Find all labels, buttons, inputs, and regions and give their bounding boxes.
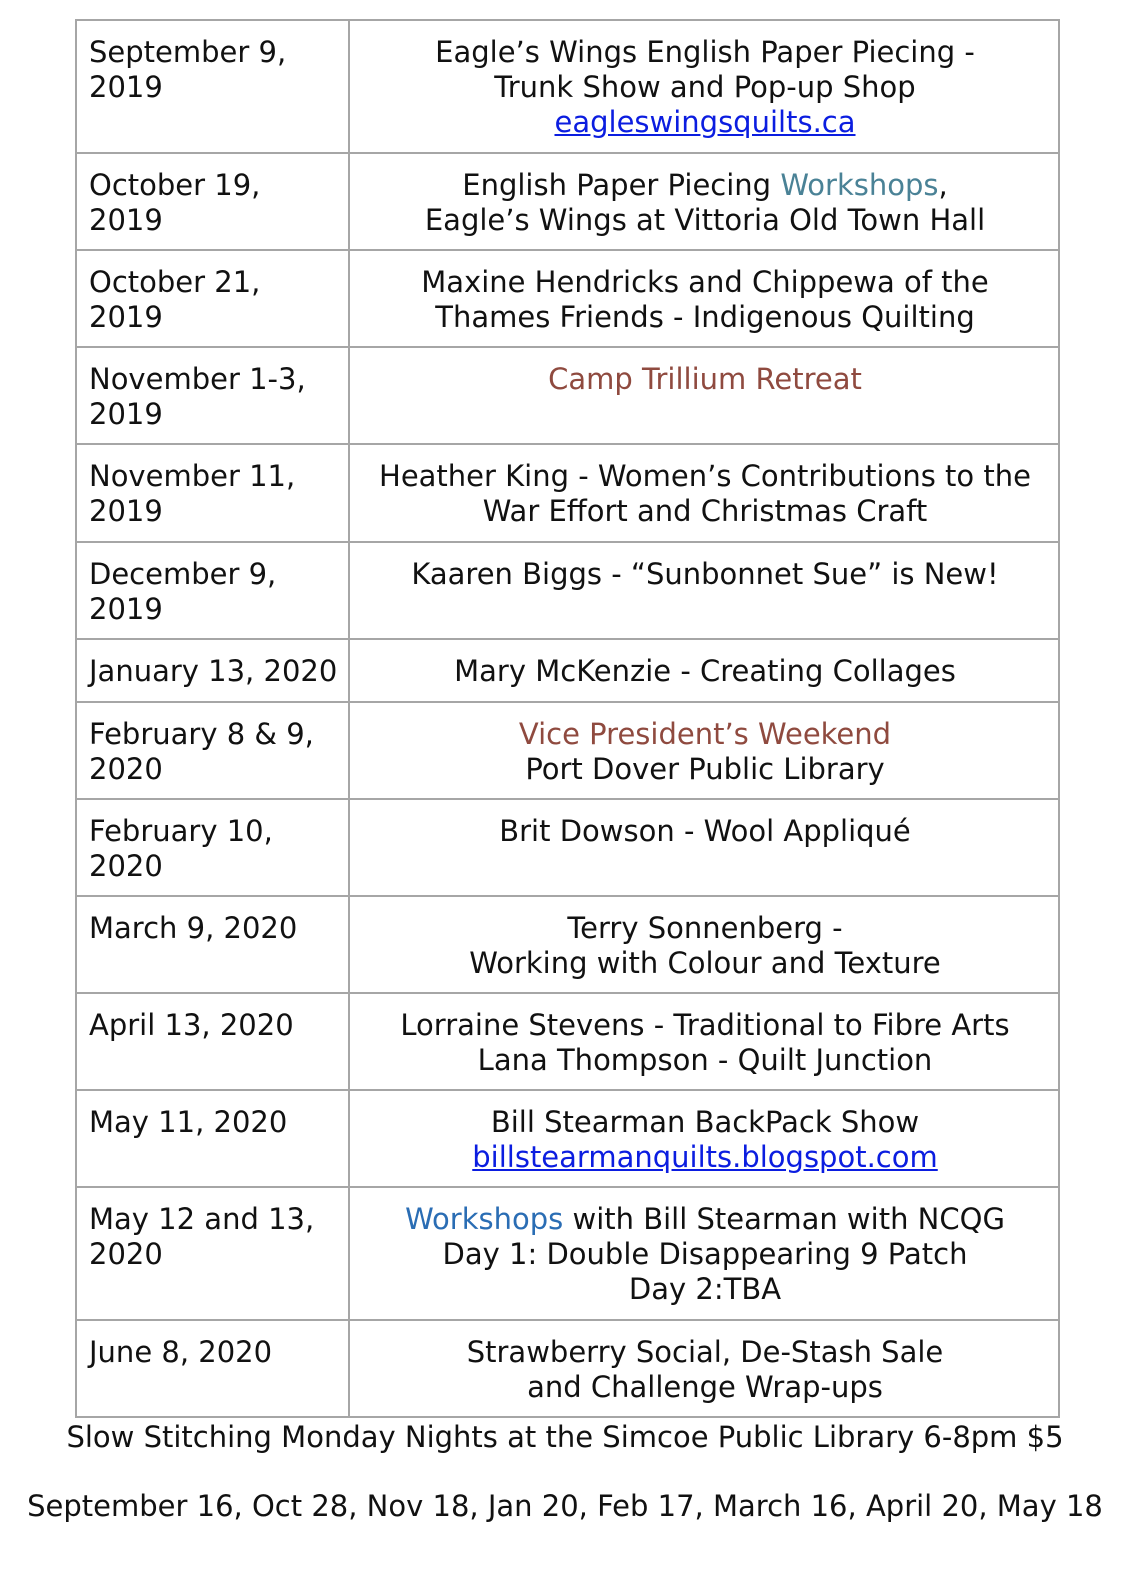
event-description-line <box>362 300 1048 335</box>
event-highlight-text: Workshops <box>405 1202 564 1236</box>
event-schedule-body <box>76 20 1059 1417</box>
event-row <box>76 896 1059 993</box>
event-description <box>349 799 1059 896</box>
event-text: Port Dover Public Library <box>525 752 885 786</box>
event-description-line <box>362 1202 1048 1237</box>
event-description-line <box>362 946 1048 981</box>
event-description-line <box>362 654 1048 689</box>
event-row <box>76 542 1059 639</box>
event-text: with Bill Stearman with NCQG <box>563 1202 1005 1236</box>
event-description-line <box>362 203 1048 238</box>
event-text: English Paper Piecing <box>462 168 781 202</box>
event-date: October 21, 2019 <box>76 250 349 347</box>
event-date: February 8 & 9, 2020 <box>76 702 349 799</box>
event-row <box>76 347 1059 444</box>
event-date: December 9, 2019 <box>76 542 349 639</box>
event-date: September 9, 2019 <box>76 20 349 153</box>
event-description-line <box>362 459 1048 494</box>
event-description-line <box>362 1008 1048 1043</box>
event-row <box>76 250 1059 347</box>
event-date: June 8, 2020 <box>76 1320 349 1417</box>
event-text: , <box>938 168 948 202</box>
event-row <box>76 702 1059 799</box>
event-description-line <box>362 168 1048 203</box>
event-date: January 13, 2020 <box>76 639 349 702</box>
event-description-line <box>362 1105 1048 1140</box>
event-date: November 11, 2019 <box>76 444 349 542</box>
event-description <box>349 153 1059 250</box>
event-description <box>349 1090 1059 1187</box>
event-schedule-table <box>75 19 1060 1418</box>
event-description-line <box>362 70 1048 105</box>
event-date: March 9, 2020 <box>76 896 349 993</box>
event-description-line <box>362 717 1048 752</box>
event-description-line <box>362 557 1048 592</box>
event-text: Brit Dowson - Wool Appliqué <box>499 814 911 848</box>
event-text: Strawberry Social, De-Stash Sale <box>466 1335 944 1369</box>
event-text: Maxine Hendricks and Chippewa of the <box>421 265 989 299</box>
event-description <box>349 993 1059 1090</box>
event-description <box>349 639 1059 702</box>
event-date: February 10, 2020 <box>76 799 349 896</box>
event-row <box>76 1320 1059 1417</box>
event-description-line <box>362 1335 1048 1370</box>
event-description-line <box>362 1237 1048 1272</box>
event-text: Lana Thompson - Quilt Junction <box>477 1043 933 1077</box>
event-description-line <box>362 814 1048 849</box>
event-text: War Effort and Christmas Craft <box>482 494 928 528</box>
event-text: Bill Stearman BackPack Show <box>490 1105 920 1139</box>
event-date: October 19, 2019 <box>76 153 349 250</box>
event-text: Lorraine Stevens - Traditional to Fibre Arts <box>400 1008 1010 1042</box>
event-row <box>76 444 1059 542</box>
event-highlight-text: Workshops <box>780 168 939 202</box>
event-highlight-text: Vice President’s Weekend <box>518 717 892 751</box>
event-text: Terry Sonnenberg - <box>567 911 843 945</box>
event-description-line <box>362 265 1048 300</box>
event-text: Heather King - Women’s Contributions to the <box>379 459 1031 493</box>
event-website-link[interactable]: eagleswingsquilts.ca <box>554 105 856 139</box>
event-text: Kaaren Biggs - “Sunbonnet Sue” is New! <box>411 557 999 591</box>
event-row <box>76 1187 1059 1320</box>
slow-stitching-dates: September 16, Oct 28, Nov 18, Jan 20, Feb 17, March 16, April 20, May 18 <box>27 1489 1103 1523</box>
event-row <box>76 153 1059 250</box>
event-description-line <box>362 35 1048 70</box>
event-row <box>76 639 1059 702</box>
event-description <box>349 250 1059 347</box>
event-description-line <box>362 362 1048 397</box>
event-date: May 11, 2020 <box>76 1090 349 1187</box>
event-description <box>349 1320 1059 1417</box>
event-description-line <box>362 1370 1048 1405</box>
event-text: and Challenge Wrap-ups <box>527 1370 883 1404</box>
event-description <box>349 702 1059 799</box>
event-description <box>349 542 1059 639</box>
event-text: Trunk Show and Pop-up Shop <box>494 70 916 104</box>
event-date: November 1-3, 2019 <box>76 347 349 444</box>
event-description-line <box>362 105 1048 140</box>
event-text: Day 1: Double Disappearing 9 Patch <box>442 1237 968 1271</box>
event-text: Eagle’s Wings at Vittoria Old Town Hall <box>424 203 986 237</box>
event-text: Mary McKenzie - Creating Collages <box>454 654 956 688</box>
event-row <box>76 20 1059 153</box>
event-description <box>349 347 1059 444</box>
event-row <box>76 1090 1059 1187</box>
event-description-line <box>362 1140 1048 1175</box>
event-row <box>76 799 1059 896</box>
slow-stitching-note: Slow Stitching Monday Nights at the Simcoe Public Library 6-8pm $5 <box>66 1420 1064 1454</box>
event-row <box>76 993 1059 1090</box>
event-date: May 12 and 13, 2020 <box>76 1187 349 1320</box>
event-description-line <box>362 1272 1048 1307</box>
event-description <box>349 444 1059 542</box>
event-description <box>349 20 1059 153</box>
event-text: Day 2:TBA <box>628 1272 782 1306</box>
event-text: Thames Friends - Indigenous Quilting <box>435 300 975 334</box>
event-date: April 13, 2020 <box>76 993 349 1090</box>
event-text: Eagle’s Wings English Paper Piecing - <box>435 35 975 69</box>
event-website-link[interactable]: billstearmanquilts.blogspot.com <box>472 1140 938 1174</box>
event-description-line <box>362 752 1048 787</box>
event-description-line <box>362 494 1048 529</box>
event-text: Working with Colour and Texture <box>469 946 941 980</box>
event-highlight-text: Camp Trillium Retreat <box>548 362 862 396</box>
event-description-line <box>362 1043 1048 1078</box>
event-description-line <box>362 911 1048 946</box>
event-description <box>349 896 1059 993</box>
event-description <box>349 1187 1059 1320</box>
